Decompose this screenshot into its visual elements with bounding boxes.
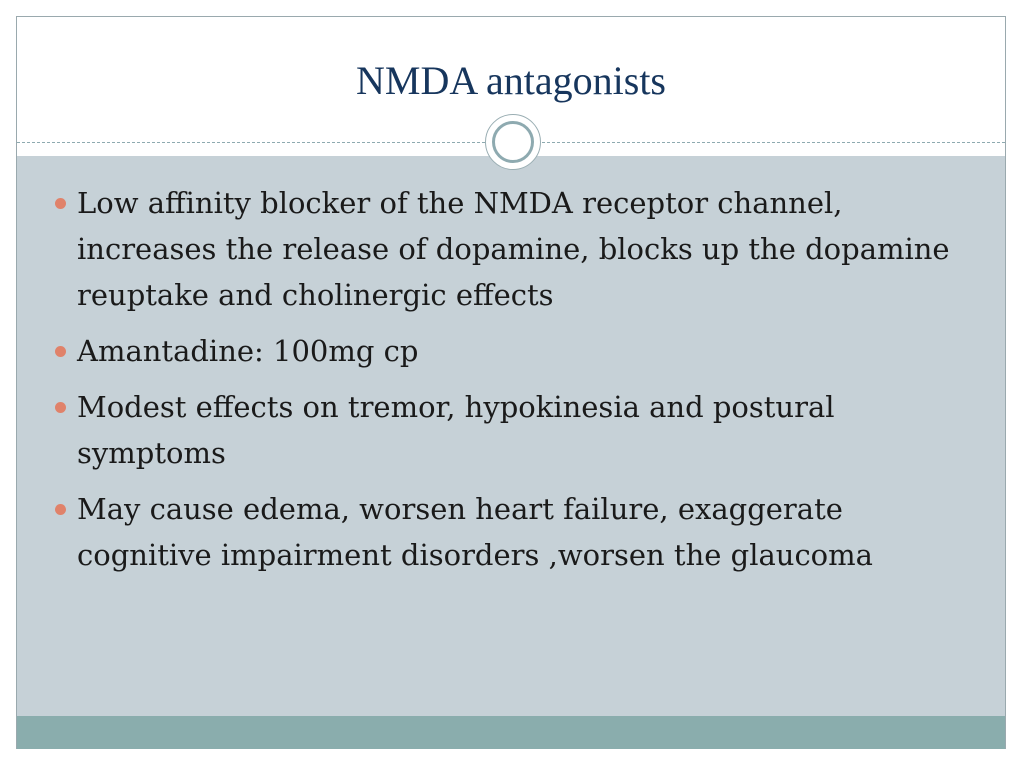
bullet-dot-icon — [55, 402, 66, 413]
bullet-text: Amantadine: 100mg cp — [77, 334, 419, 368]
bullet-text: May cause edema, worsen heart failure, exaggerate cognitive impairment disorders ,worsen the glaucoma — [77, 492, 873, 572]
list-item — [55, 384, 955, 476]
list-item — [55, 486, 955, 578]
ring-ornament-icon — [485, 114, 541, 170]
bullet-dot-icon — [55, 346, 66, 357]
slide-frame — [16, 16, 1006, 749]
bullet-list — [55, 180, 955, 588]
list-item — [55, 328, 955, 374]
bullet-dot-icon — [55, 198, 66, 209]
bullet-text: Low affinity blocker of the NMDA receptor channel, increases the release of dopamine, blocks up the dopamine reuptake and cholinergic effects — [77, 186, 950, 312]
bullet-dot-icon — [55, 504, 66, 515]
list-item — [55, 180, 955, 318]
slide-title: NMDA antagonists — [356, 58, 666, 103]
ring-ornament-inner — [492, 121, 534, 163]
bullet-text: Modest effects on tremor, hypokinesia and postural symptoms — [77, 390, 835, 470]
content-area — [17, 156, 1005, 716]
footer-band — [17, 716, 1005, 749]
